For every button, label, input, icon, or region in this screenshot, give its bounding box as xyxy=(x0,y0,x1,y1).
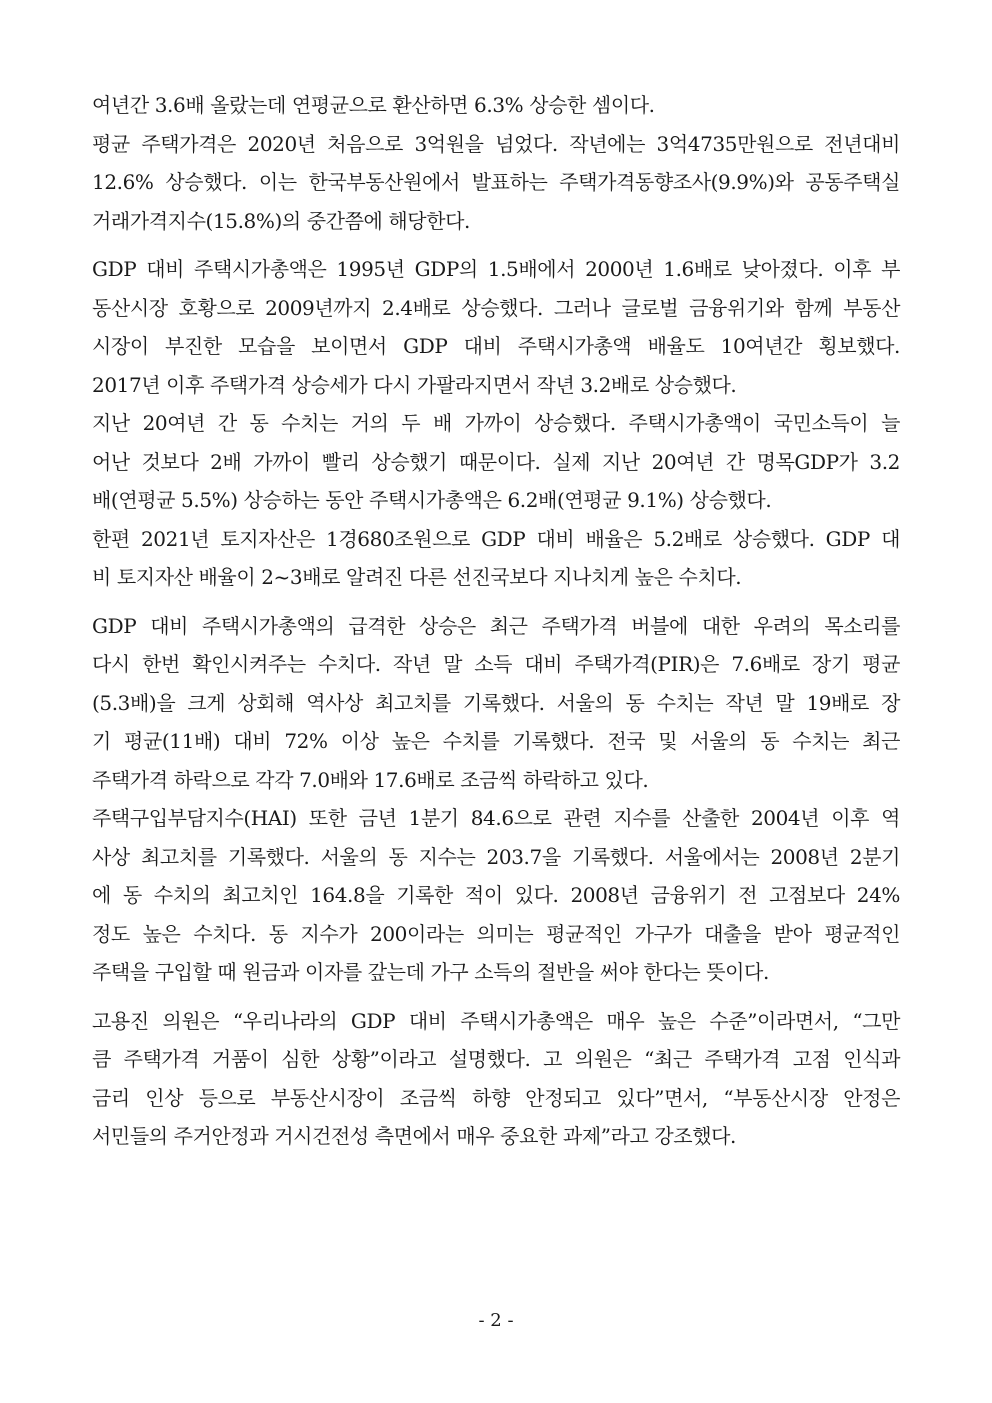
paragraph-quote xyxy=(92,1002,900,1156)
text-line: 사상 최고치를 기록했다. 서울의 동 지수는 203.7을 기록했다. 서울에서는 2008년 2분기 xyxy=(92,844,900,869)
text-line: 큼 주택가격 거품이 심한 상황”이라고 설명했다. 고 의원은 “최근 주택가격 고점 인식과 xyxy=(92,1047,900,1071)
text-line: 다시 한번 확인시켜주는 수치다. 작년 말 소득 대비 주택가격(PIR)은 7.6배로 장기 평균 xyxy=(92,652,900,676)
text-line: 동산시장 호황으로 2009년까지 2.4배로 상승했다. 그러나 글로벌 금융위기와 함께 부동산 xyxy=(92,295,900,320)
text-line: 비 토지자산 배율이 2~3배로 알려진 다른 선진국보다 지나치게 높은 수치다. xyxy=(92,565,742,589)
text-line: 금리 인상 등으로 부동산시장이 조금씩 하향 안정되고 있다”면서, “부동산시장 안정은 xyxy=(92,1085,900,1110)
text-line: 여년간 3.6배 올랐는데 연평균으로 환산하면 6.3% 상승한 셈이다. xyxy=(92,93,655,117)
paragraph-land-assets xyxy=(92,520,900,597)
text-line: 12.6% 상승했다. 이는 한국부동산원에서 발표하는 주택가격동향조사(9.9%)와 공동주택실 xyxy=(92,170,900,194)
paragraph-gdp-ratio xyxy=(92,250,900,404)
text-line: 평균 주택가격은 2020년 처음으로 3억원을 넘었다. 작년에는 3억4735만원으로 전년대비 xyxy=(92,131,900,156)
paragraph-continuation xyxy=(92,86,900,125)
text-line: 거래가격지수(15.8%)의 중간쯤에 해당한다. xyxy=(92,208,471,233)
text-line: GDP 대비 주택시가총액은 1995년 GDP의 1.5배에서 2000년 1.6배로 낮아졌다. 이후 부 xyxy=(92,257,900,281)
text-line: 정도 높은 수치다. 동 지수가 200이라는 의미는 평균적인 가구가 대출을 받아 평균적인 xyxy=(92,921,900,946)
text-line: 주택을 구입할 때 원금과 이자를 갚는데 가구 소득의 절반을 써야 한다는 뜻이다. xyxy=(92,960,769,984)
text-line: 배(연평균 5.5%) 상승하는 동안 주택시가총액은 6.2배(연평균 9.1%) 상승했다. xyxy=(92,488,772,512)
text-line: 지난 20여년 간 동 수치는 거의 두 배 가까이 상승했다. 주택시가총액이 국민소득이 늘 xyxy=(92,411,900,435)
text-line: 어난 것보다 2배 가까이 빨리 상승했기 때문이다. 실제 지난 20여년 간 명목GDP가 3.2 xyxy=(92,449,900,474)
paragraph-pir xyxy=(92,607,900,800)
text-line: 고용진 의원은 “우리나라의 GDP 대비 주택시가총액은 매우 높은 수준”이라면서, “그만 xyxy=(92,1008,900,1033)
text-line: 주택가격 하락으로 각각 7.0배와 17.6배로 조금씩 하락하고 있다. xyxy=(92,767,649,792)
text-line: (5.3배)을 크게 상회해 역사상 최고치를 기록했다. 서울의 동 수치는 작년 말 19배로 장 xyxy=(92,690,900,715)
text-line: 기 평균(11배) 대비 72% 이상 높은 수치를 기록했다. 전국 및 서울의 동 수치는 최근 xyxy=(92,729,900,753)
paragraph-average-price xyxy=(92,125,900,241)
text-line: 시장이 부진한 모습을 보이면서 GDP 대비 주택시가총액 배율도 10여년간 횡보했다. xyxy=(92,334,900,358)
paragraph-twenty-years xyxy=(92,404,900,520)
text-line: 주택구입부담지수(HAI) 또한 금년 1분기 84.6으로 관련 지수를 산출한 2004년 이후 역 xyxy=(92,806,900,830)
document-body xyxy=(92,86,900,1156)
text-line: 에 동 수치의 최고치인 164.8을 기록한 적이 있다. 2008년 금융위기 전 고점보다 24% xyxy=(92,883,900,907)
text-line: 2017년 이후 주택가격 상승세가 다시 가팔라지면서 작년 3.2배로 상승했다. xyxy=(92,372,737,397)
text-line: GDP 대비 주택시가총액의 급격한 상승은 최근 주택가격 버블에 대한 우려의 목소리를 xyxy=(92,613,900,638)
page-number: - 2 - xyxy=(478,1310,514,1331)
paragraph-hai xyxy=(92,799,900,992)
paragraph-gap xyxy=(92,992,900,1002)
paragraph-gap xyxy=(92,597,900,607)
text-line: 서민들의 주거안정과 거시건전성 측면에서 매우 중요한 과제”라고 강조했다. xyxy=(92,1124,737,1148)
paragraph-gap xyxy=(92,240,900,250)
text-line: 한편 2021년 토지자산은 1경680조원으로 GDP 대비 배율은 5.2배로 상승했다. GDP 대 xyxy=(92,526,900,551)
